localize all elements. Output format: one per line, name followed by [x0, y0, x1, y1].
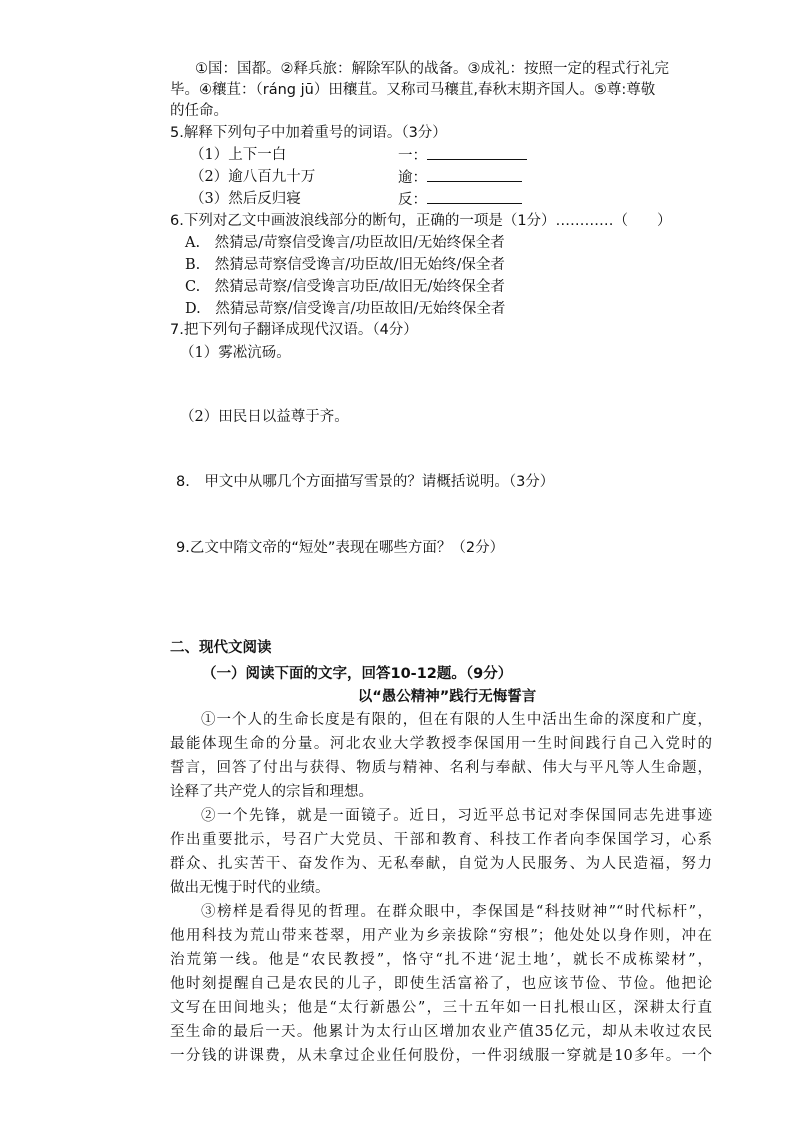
article-line: ②一个先锋，就是一面镜子。近日，习近平总书记对李保国同志先进事迹: [201, 808, 712, 824]
answer-blank[interactable]: [427, 145, 527, 160]
q7-item-1: （1）雾凇沆砀。: [180, 345, 291, 361]
article-line: 誓言，回答了付出与获得、物质与精神、名利与奉献、伟大与平凡等人生命题，: [170, 760, 712, 776]
article-line: 至生命的最后一天。他累计为太行山区增加农业产值35亿元，却从未收过农民: [170, 1024, 712, 1040]
q5-item-1: （1）上下一白: [190, 147, 287, 163]
q6-option-b: B. 然猜忌苛察信受谗言/功臣故/旧无始终/保全者: [185, 257, 505, 273]
q5-item-2: （2）逾八百九十万: [190, 169, 316, 185]
answer-blank[interactable]: [427, 167, 522, 182]
article-line: 他时刻提醒自己是农民的儿子，即使生活富裕了，也应该节俭、节俭。他把论: [170, 976, 712, 992]
q5-title: 5.解释下列句子中加着重号的词语。（3分）: [170, 125, 447, 141]
article-line: 最能体现生命的分量。河北农业大学教授李保国用一生时间践行自己入党时的: [170, 736, 712, 752]
answer-blank[interactable]: [427, 189, 522, 204]
q9-title: 9.乙文中隋文帝的“短处”表现在哪些方面？（2分）: [176, 540, 505, 556]
section-sub: （一）阅读下面的文字，回答10-12题。（9分）: [202, 666, 513, 682]
q8-title: 8. 甲文中从哪几个方面描写雪景的？请概括说明。（3分）: [176, 474, 555, 490]
article-line: ①一个人的生命长度是有限的，但在有限的人生中活出生命的深度和广度，: [201, 712, 712, 728]
article-line: 文写在田间地头；他是“太行新愚公”，三十五年如一日扎根山区，深耕太行直: [170, 1000, 712, 1016]
article-line: 诠释了共产党人的宗旨和理想。: [170, 784, 373, 800]
q5-word-3: 反：: [398, 189, 522, 211]
q5-item-3: （3）然后反归寝: [190, 191, 301, 207]
q5-word-1: 一：: [398, 145, 527, 167]
article-line: 做出无愧于时代的业绩。: [170, 880, 330, 896]
q6-option-a: A. 然猜忌/苛察信受谗言/功臣故旧/无始终保全者: [185, 235, 505, 251]
article-line: 他用科技为荒山带来苍翠，用产业为乡亲拔除“穷根”；他处处以身作则，冲在: [170, 928, 712, 944]
article-line: ③榜样是看得见的哲理。在群众眼中，李保国是“科技财神”“时代标杆”，: [201, 904, 712, 920]
note-line-2: 毕。④穰苴：（ráng jū）田穰苴。又称司马穰苴,春秋末期齐国人。⑤尊:尊敬: [170, 82, 656, 98]
article-line: 作出重要批示，号召广大党员、干部和教育、科技工作者向李保国学习，心系: [170, 832, 712, 848]
q7-item-2: （2）田民日以益尊于齐。: [180, 409, 349, 425]
section-heading: 二、现代文阅读: [170, 640, 272, 656]
q6-option-d: D. 然猜忌苛察/信受谗言/功臣故旧/无始终保全者: [185, 301, 506, 317]
q6-option-c: C. 然猜忌苛察/信受谗言功臣/故旧无/始终保全者: [185, 279, 505, 295]
article-line: 治荒第一线。他是“农民教授”，恪守“扎不进‘泥土地’，就长不成栋梁材”，: [170, 952, 712, 968]
note-line-1: ①国：国都。②释兵旅：解除军队的战备。③成礼：按照一定的程式行礼完: [195, 61, 669, 77]
q6-title: 6.下列对乙文中画波浪线部分的断句，正确的一项是（1分）…………（ ）: [170, 213, 672, 229]
note-line-3: 的任命。: [170, 103, 228, 119]
q7-title: 7.把下列句子翻译成现代汉语。（4分）: [170, 322, 418, 338]
article-line: 群众、扎实苦干、奋发作为、无私奉献，自觉为人民服务、为人民造福，努力: [170, 856, 712, 872]
q5-word-2: 逾：: [398, 167, 522, 189]
article-line: 一分钱的讲课费，从未拿过企业任何股份，一件羽绒服一穿就是10多年。一个: [170, 1048, 712, 1064]
article-title: 以“愚公精神”践行无悔誓言: [357, 689, 537, 705]
